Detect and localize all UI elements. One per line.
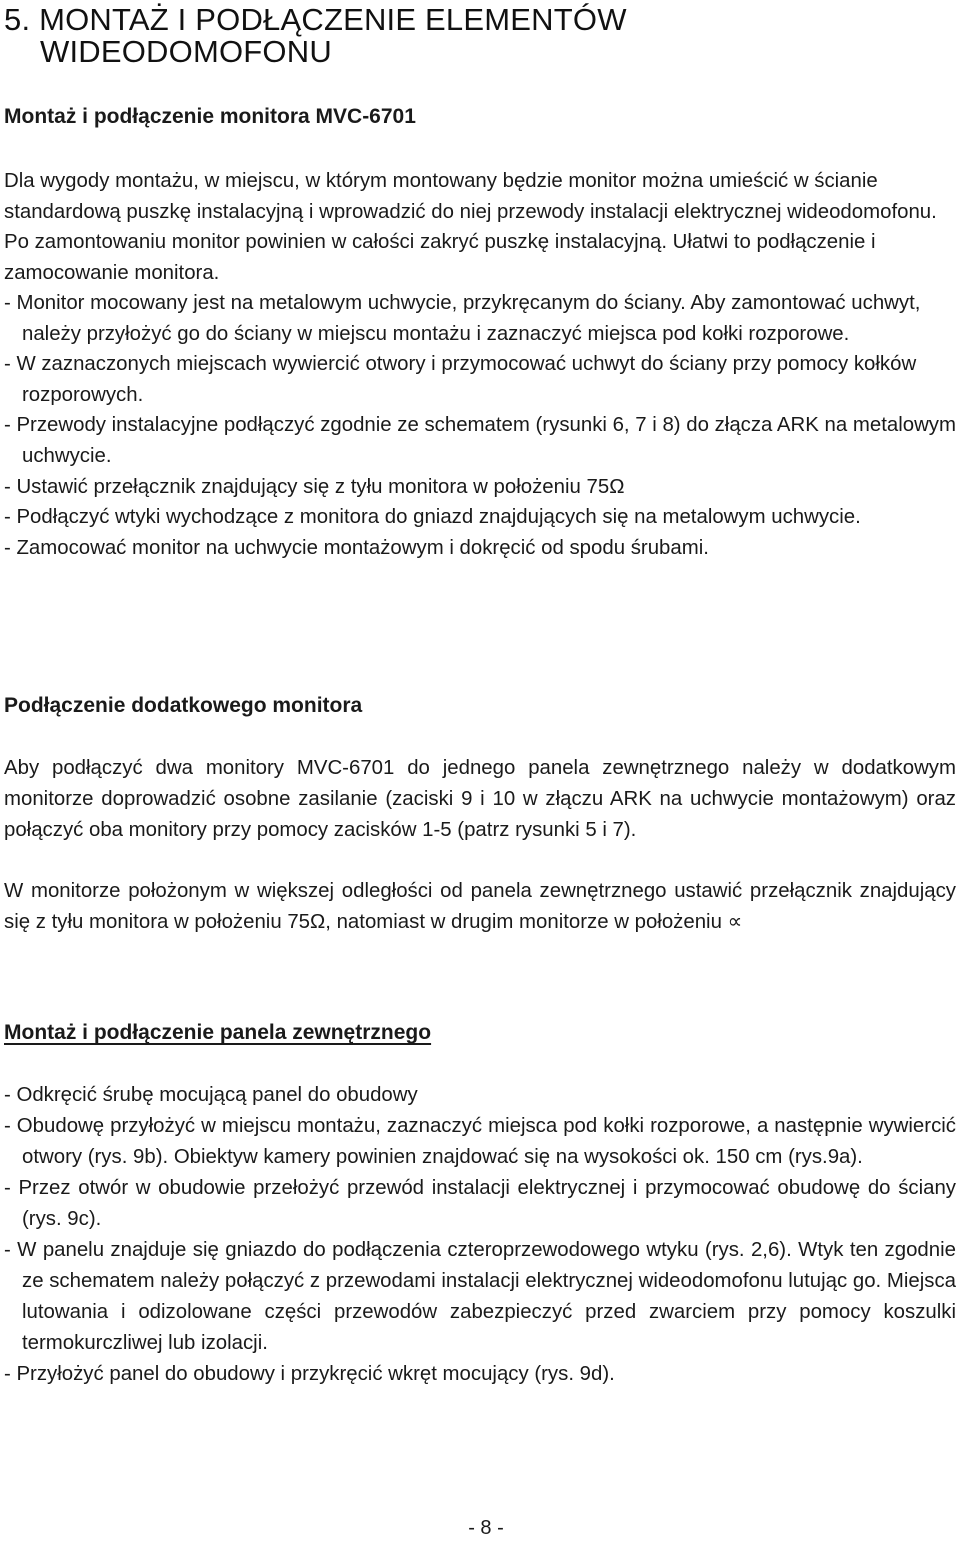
- additional-monitor-paragraph-1: Aby podłączyć dwa monitory MVC-6701 do jednego panela zewnętrznego należy w dodatkowym monitorze doprowadzić osobne zasilanie (zaciski 9 i 10 w złączu ARK na uchwycie montażowym) oraz połączyć oba monitory przy pomocy zacisków 1-5 (patrz rysunki 5 i 7).: [4, 757, 956, 841]
- monitor-step: - Zamocować monitor na uchwycie montażowym i dokręcić od spodu śrubami.: [4, 536, 709, 559]
- chapter-title: [4, 4, 934, 68]
- monitor-step: - Podłączyć wtyki wychodzące z monitora do gniazd znajdujących się na metalowym uchwycie.: [4, 506, 861, 529]
- panel-step: - Odkręcić śrubę mocującą panel do obudowy: [4, 1084, 418, 1106]
- monitor-step: - Monitor mocowany jest na metalowym uchwycie, przykręcanym do ściany. Aby zamontować uchwyt, należy przyłożyć go do ściany w miejscu montażu i zaznaczyć miejsca pod kołki rozporowe.: [4, 292, 921, 345]
- section-monitor-intro: Dla wygody montażu, w miejscu, w którym montowany będzie monitor można umieścić w ścianie standardową puszkę instalacyjną i wprowadzić do niej przewody instalacji elektrycznej wideodomofonu. Po zamontowaniu monitor powinien w całości zakryć puszkę instalacyjną. Ułatwi to podłączenie i zamocowanie monitora.: [4, 170, 937, 284]
- panel-step: - Przyłożyć panel do obudowy i przykręcić wkręt mocujący (rys. 9d).: [4, 1363, 615, 1385]
- panel-step: - W panelu znajduje się gniazdo do podłączenia czteroprzewodowego wtyku (rys. 2,6). Wtyk ten zgodnie ze schematem należy połączyć z przewodami instalacji elektrycznej wideodomofonu lutując go. Miejsca lutowania i odizolowane części przewodów zabezpieczyć przed zwarciem przy pomocy koszulki termokurczliwej lub izolacji.: [4, 1239, 956, 1354]
- section-heading-outdoor-panel: Montaż i podłączenie panela zewnętrznego: [4, 1021, 432, 1044]
- monitor-step: - W zaznaczonych miejscach wywiercić otwory i przymocować uchwyt do ściany przy pomocy kołków rozporowych.: [4, 353, 917, 406]
- chapter-title-line-1: 5. MONTAŻ I PODŁĄCZENIE ELEMENTÓW: [4, 2, 627, 37]
- outdoor-panel-steps-list: [4, 1080, 956, 1390]
- chapter-title-line-2: WIDEODOMOFONU: [40, 34, 332, 69]
- panel-step: - Obudowę przyłożyć w miejscu montażu, zaznaczyć miejsca pod kołki rozporowe, a następnie wywiercić otwory (rys. 9b). Obiektyw kamery powinien znajdować się na wysokości ok. 150 cm (rys.9a).: [4, 1115, 956, 1168]
- section-heading-additional-monitor: Podłączenie dodatkowego monitora: [4, 694, 363, 717]
- monitor-step: - Ustawić przełącznik znajdujący się z tyłu monitora w położeniu 75Ω: [4, 475, 625, 498]
- page-number: - 8 -: [468, 1517, 504, 1539]
- monitor-step: - Przewody instalacyjne podłączyć zgodnie ze schematem (rysunki 6, 7 i 8) do złącza ARK na metalowym uchwycie.: [4, 414, 956, 467]
- monitor-steps-list: [4, 288, 956, 563]
- section-heading-monitor: Montaż i podłączenie monitora MVC-6701: [4, 105, 416, 128]
- additional-monitor-paragraph-2: W monitorze położonym w większej odległości od panela zewnętrznego ustawić przełącznik znajdujący się z tyłu monitora w położeniu 75Ω, natomiast w drugim monitorze w położeniu ∝: [4, 880, 956, 933]
- panel-step: - Przez otwór w obudowie przełożyć przewód instalacji elektrycznej i przymocować obudowę do ściany (rys. 9c).: [4, 1177, 956, 1230]
